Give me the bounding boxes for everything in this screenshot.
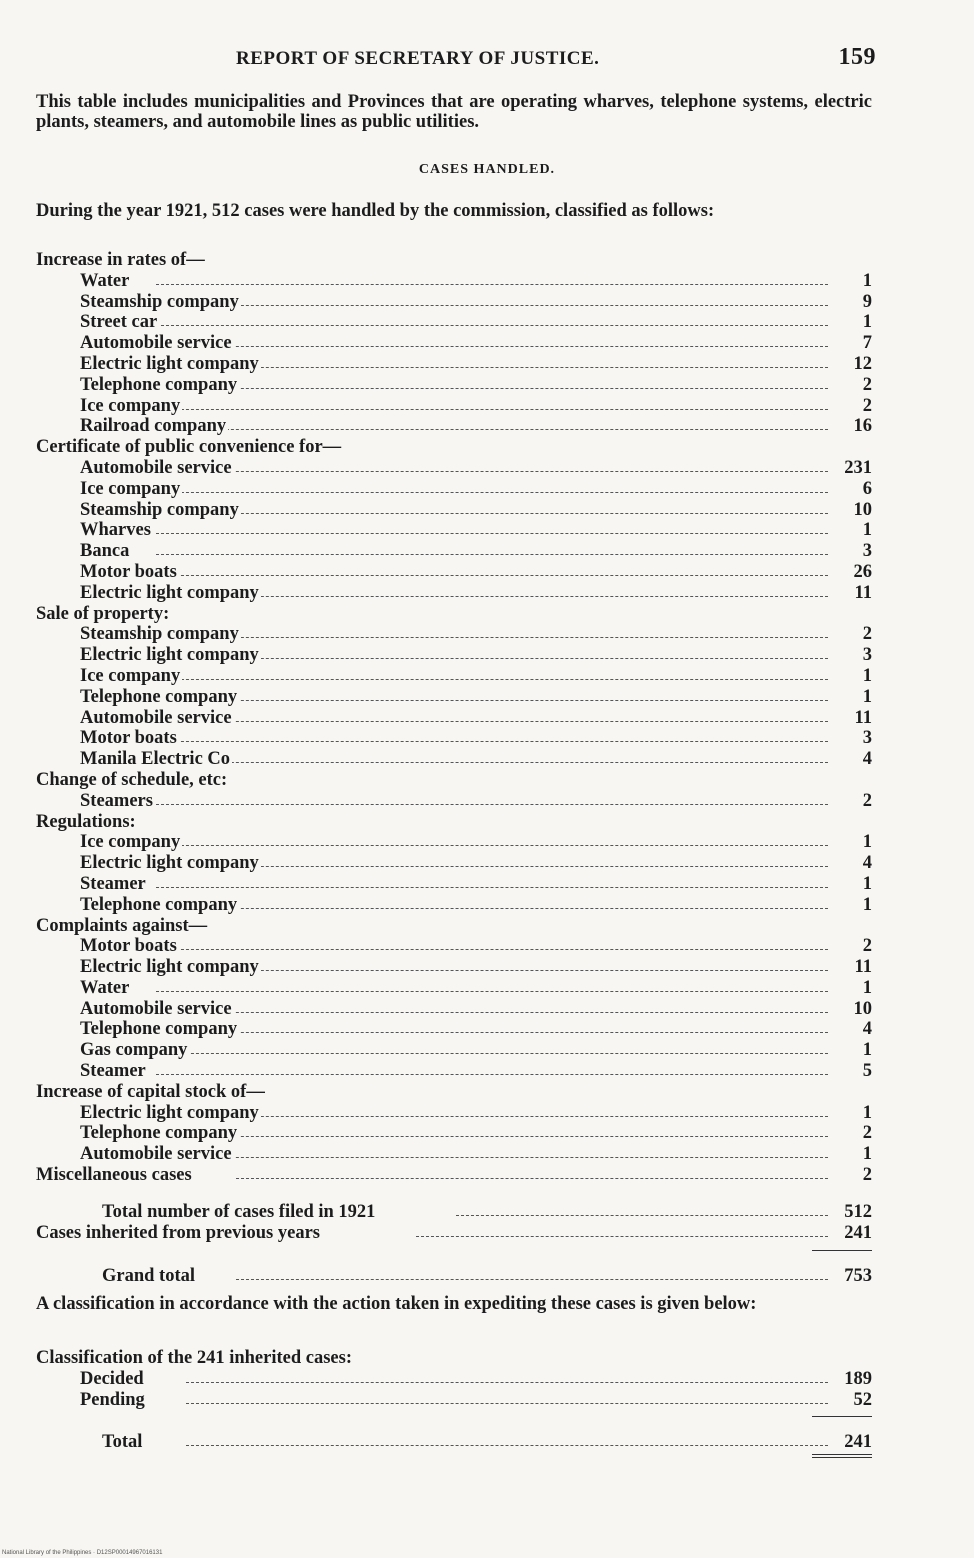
leader-dots bbox=[156, 1053, 828, 1054]
decided-row bbox=[36, 1369, 872, 1390]
leader-dots bbox=[236, 1279, 828, 1280]
list-item-value: 2 bbox=[862, 1123, 872, 1144]
miscellaneous-row-label: Miscellaneous cases bbox=[36, 1165, 192, 1186]
list-item-label: Water bbox=[80, 270, 130, 291]
list-item bbox=[36, 728, 872, 749]
list-item-value: 2 bbox=[862, 624, 872, 645]
leader-dots bbox=[156, 804, 828, 805]
list-item-label: Water bbox=[80, 977, 130, 998]
page-header bbox=[236, 44, 876, 74]
list-item-label: Motor boats bbox=[80, 561, 177, 582]
list-item-label: Ice company bbox=[80, 395, 181, 416]
inherited-total-value: 241 bbox=[844, 1432, 872, 1453]
inherited-total-row bbox=[36, 1432, 872, 1453]
list-item-value: 11 bbox=[854, 957, 872, 978]
list-item-value: 1 bbox=[862, 312, 872, 333]
list-item-value: 2 bbox=[862, 395, 872, 416]
pending-value: 52 bbox=[853, 1389, 872, 1410]
list-item-value: 9 bbox=[862, 291, 872, 312]
leader-dots bbox=[156, 388, 828, 389]
list-item bbox=[36, 1144, 872, 1165]
leader-dots bbox=[156, 845, 828, 846]
list-item-label: Motor boats bbox=[80, 728, 177, 749]
leader-dots bbox=[156, 637, 828, 638]
list-item-label: Electric light company bbox=[80, 582, 259, 603]
list-item bbox=[36, 749, 872, 770]
leader-dots bbox=[156, 1074, 828, 1075]
list-item-label: Electric light company bbox=[80, 957, 259, 978]
list-item-value: 5 bbox=[862, 1061, 872, 1082]
list-item-value: 26 bbox=[853, 561, 872, 582]
list-item-label: Automobile service bbox=[80, 998, 232, 1019]
list-item bbox=[36, 895, 872, 916]
totals-list bbox=[36, 1202, 872, 1286]
list-item bbox=[36, 375, 872, 396]
list-item-value: 1 bbox=[862, 1102, 872, 1123]
list-item-value: 1 bbox=[862, 686, 872, 707]
list-item-label: Wharves bbox=[80, 520, 151, 541]
list-item-value: 231 bbox=[844, 457, 872, 478]
list-item bbox=[36, 708, 872, 729]
list-item bbox=[36, 583, 872, 604]
double-rule bbox=[812, 1454, 872, 1458]
miscellaneous-row-value: 2 bbox=[862, 1165, 872, 1186]
list-item-value: 12 bbox=[853, 353, 872, 374]
list-item-label: Manila Electric Co bbox=[80, 749, 231, 770]
leader-dots bbox=[156, 887, 828, 888]
list-item bbox=[36, 1103, 872, 1124]
leader-dots bbox=[156, 679, 828, 680]
category-heading bbox=[36, 437, 872, 458]
list-item bbox=[36, 1040, 872, 1061]
list-item bbox=[36, 520, 872, 541]
leader-dots bbox=[156, 700, 828, 701]
list-item bbox=[36, 624, 872, 645]
leader-dots bbox=[156, 325, 828, 326]
pending-row bbox=[36, 1390, 872, 1411]
leader-dots bbox=[156, 575, 828, 576]
classification-intro-paragraph: A classification in accordance with the action taken in expediting these cases is given below: bbox=[36, 1294, 757, 1314]
inherited-classification-title: Classification of the 241 inherited cases: bbox=[36, 1348, 353, 1368]
category-heading-label: Certificate of public convenience for— bbox=[36, 437, 342, 458]
pending-label: Pending bbox=[80, 1389, 145, 1410]
leader-dots bbox=[186, 1382, 828, 1383]
leader-dots bbox=[156, 991, 828, 992]
list-item-label: Ice company bbox=[80, 665, 181, 686]
list-item-label: Electric light company bbox=[80, 853, 259, 874]
list-item-label: Steamer bbox=[80, 1061, 146, 1082]
leader-dots bbox=[156, 305, 828, 306]
list-item-label: Electric light company bbox=[80, 645, 259, 666]
list-item-label: Telephone company bbox=[80, 1123, 238, 1144]
leader-dots bbox=[156, 741, 828, 742]
list-item-value: 1 bbox=[862, 520, 872, 541]
list-item-label: Automobile service bbox=[80, 333, 232, 354]
leader-dots bbox=[156, 513, 828, 514]
grand-total-label: Grand total bbox=[102, 1265, 196, 1286]
list-item bbox=[36, 1019, 872, 1040]
leader-dots bbox=[156, 762, 828, 763]
list-item bbox=[36, 271, 872, 292]
list-item bbox=[36, 978, 872, 999]
list-item-value: 1 bbox=[862, 977, 872, 998]
list-item-label: Telephone company bbox=[80, 894, 238, 915]
list-item-label: Ice company bbox=[80, 832, 181, 853]
miscellaneous-row bbox=[36, 1165, 872, 1186]
list-item-label: Steamship company bbox=[80, 291, 239, 312]
list-item-label: Telephone company bbox=[80, 374, 238, 395]
leader-dots bbox=[156, 554, 828, 555]
category-heading-label: Sale of property: bbox=[36, 603, 170, 624]
list-item bbox=[36, 416, 872, 437]
cases-intro-paragraph: During the year 1921, 512 cases were handled by the commission, classified as follows: bbox=[36, 201, 715, 221]
leader-dots bbox=[186, 1445, 828, 1446]
category-heading-label: Complaints against— bbox=[36, 915, 208, 936]
list-item-value: 2 bbox=[862, 374, 872, 395]
list-item-value: 7 bbox=[862, 333, 872, 354]
list-item-value: 16 bbox=[853, 416, 872, 437]
list-item bbox=[36, 853, 872, 874]
list-item-value: 3 bbox=[862, 645, 872, 666]
list-item-label: Steamship company bbox=[80, 624, 239, 645]
list-item bbox=[36, 292, 872, 313]
list-item-label: Ice company bbox=[80, 478, 181, 499]
leader-dots bbox=[156, 1157, 828, 1158]
list-item-value: 2 bbox=[862, 936, 872, 957]
leader-dots bbox=[156, 533, 828, 534]
list-item bbox=[36, 936, 872, 957]
leader-dots bbox=[156, 409, 828, 410]
list-item-value: 10 bbox=[853, 998, 872, 1019]
list-item bbox=[36, 687, 872, 708]
list-item bbox=[36, 312, 872, 333]
list-item bbox=[36, 832, 872, 853]
list-item-label: Electric light company bbox=[80, 1102, 259, 1123]
list-item-label: Telephone company bbox=[80, 686, 238, 707]
list-item-label: Steamers bbox=[80, 790, 153, 811]
leader-dots bbox=[236, 1178, 828, 1179]
list-item-label: Electric light company bbox=[80, 353, 259, 374]
list-item bbox=[36, 458, 872, 479]
leader-dots bbox=[156, 492, 828, 493]
category-heading-label: Increase in rates of— bbox=[36, 250, 205, 270]
list-item bbox=[36, 541, 872, 562]
total-filed-label: Total number of cases filed in 1921 bbox=[102, 1202, 376, 1222]
list-item-value: 1 bbox=[862, 1040, 872, 1061]
leader-dots bbox=[156, 1012, 828, 1013]
category-heading-label: Increase of capital stock of— bbox=[36, 1081, 265, 1102]
inherited-total-label: Total bbox=[102, 1432, 143, 1453]
list-item-value: 1 bbox=[862, 873, 872, 894]
list-item-label: Automobile service bbox=[80, 1144, 232, 1165]
list-item bbox=[36, 1061, 872, 1082]
category-heading bbox=[36, 1082, 872, 1103]
list-item-value: 3 bbox=[862, 541, 872, 562]
list-item-value: 3 bbox=[862, 728, 872, 749]
list-item-label: Railroad company bbox=[80, 416, 227, 437]
list-item bbox=[36, 333, 872, 354]
list-item-label: Street car bbox=[80, 312, 158, 333]
list-item bbox=[36, 666, 872, 687]
category-heading bbox=[36, 250, 872, 271]
leader-dots bbox=[156, 1136, 828, 1137]
list-item-value: 4 bbox=[862, 853, 872, 874]
category-heading bbox=[36, 916, 872, 937]
running-title: REPORT OF SECRETARY OF JUSTICE. bbox=[236, 48, 600, 69]
section-heading: CASES HANDLED. bbox=[418, 162, 556, 177]
leader-dots bbox=[156, 346, 828, 347]
list-item bbox=[36, 396, 872, 417]
library-stamp: National Library of the Philippines · D12SP00014967016131 bbox=[2, 1550, 163, 1556]
list-item-value: 1 bbox=[862, 270, 872, 291]
cases-classification-list bbox=[36, 250, 872, 1186]
sum-rule bbox=[812, 1416, 872, 1417]
inherited-row bbox=[36, 1223, 872, 1244]
list-item-value: 11 bbox=[854, 707, 872, 728]
category-heading-label: Regulations: bbox=[36, 811, 136, 832]
inherited-label: Cases inherited from previous years bbox=[36, 1222, 320, 1243]
list-item bbox=[36, 479, 872, 500]
list-item-value: 1 bbox=[862, 832, 872, 853]
list-item-label: Steamer bbox=[80, 873, 146, 894]
total-filed-row bbox=[36, 1202, 872, 1223]
inherited-value: 241 bbox=[844, 1222, 872, 1243]
category-heading bbox=[36, 604, 872, 625]
list-item-label: Automobile service bbox=[80, 707, 232, 728]
category-heading bbox=[36, 770, 872, 791]
leader-dots bbox=[186, 1403, 828, 1404]
leader-dots bbox=[156, 429, 828, 430]
list-item bbox=[36, 562, 872, 583]
list-item-label: Banca bbox=[80, 541, 130, 562]
list-item-value: 11 bbox=[854, 582, 872, 603]
list-item-label: Gas company bbox=[80, 1040, 188, 1061]
leader-dots bbox=[156, 908, 828, 909]
list-item-value: 1 bbox=[862, 1144, 872, 1165]
list-item bbox=[36, 957, 872, 978]
list-item-label: Automobile service bbox=[80, 457, 232, 478]
list-item-value: 10 bbox=[853, 499, 872, 520]
list-item bbox=[36, 791, 872, 812]
decided-value: 189 bbox=[844, 1368, 872, 1389]
list-item-value: 6 bbox=[862, 478, 872, 499]
list-item bbox=[36, 645, 872, 666]
list-item-value: 4 bbox=[862, 749, 872, 770]
leader-dots bbox=[156, 284, 828, 285]
leader-dots bbox=[416, 1236, 828, 1237]
grand-total-value: 753 bbox=[844, 1265, 872, 1286]
list-item bbox=[36, 874, 872, 895]
leader-dots bbox=[456, 1215, 828, 1216]
list-item bbox=[36, 1123, 872, 1144]
list-item-value: 1 bbox=[862, 894, 872, 915]
total-filed-value: 512 bbox=[844, 1202, 872, 1222]
page-number: 159 bbox=[838, 44, 876, 70]
leader-dots bbox=[156, 949, 828, 950]
inherited-classification bbox=[36, 1348, 872, 1453]
intro-paragraph: This table includes municipalities and Provinces that are operating wharves, telephone systems, electric plants, steamers, and automobile lines as public utilities. bbox=[36, 92, 872, 132]
list-item bbox=[36, 354, 872, 375]
decided-label: Decided bbox=[80, 1368, 144, 1389]
list-item-value: 1 bbox=[862, 665, 872, 686]
list-item bbox=[36, 999, 872, 1020]
grand-total-row bbox=[36, 1266, 872, 1287]
leader-dots bbox=[156, 1032, 828, 1033]
list-item bbox=[36, 500, 872, 521]
category-heading bbox=[36, 812, 872, 833]
leader-dots bbox=[156, 471, 828, 472]
list-item-label: Motor boats bbox=[80, 936, 177, 957]
list-item-label: Steamship company bbox=[80, 499, 239, 520]
list-item-value: 4 bbox=[862, 1019, 872, 1040]
leader-dots bbox=[156, 721, 828, 722]
sum-rule bbox=[812, 1250, 872, 1251]
list-item-label: Telephone company bbox=[80, 1019, 238, 1040]
list-item-value: 2 bbox=[862, 790, 872, 811]
category-heading-label: Change of schedule, etc: bbox=[36, 769, 228, 790]
